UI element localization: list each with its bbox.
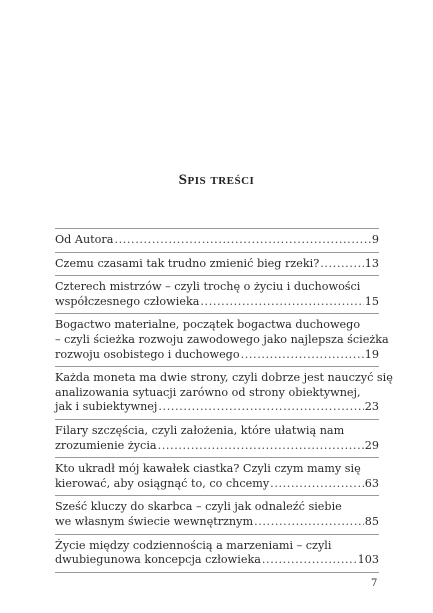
toc-entry-line: analizowania sytuacji zarówno od strony obiektywnej,: [55, 385, 361, 399]
toc-entry-line: Sześć kluczy do skarbca – czyli jak odnaleźć siebie: [55, 500, 342, 514]
table-of-contents: [55, 228, 393, 573]
toc-entry-page: 29: [364, 438, 379, 452]
toc-entry: [55, 314, 389, 367]
toc-entry-title: Czemu czasami tak trudno zmienić bieg rzeki?: [55, 256, 320, 270]
toc-entry-page: 15: [364, 294, 379, 308]
toc-entry-line: Czterech mistrzów – czyli trochę o życiu i duchowości: [55, 280, 361, 294]
toc-entry-title: Od Autora: [55, 233, 114, 246]
toc-entry-page: 9: [371, 233, 379, 246]
page-number: 7: [371, 578, 378, 589]
toc-entry-title: we własnym świecie wewnętrznym: [55, 514, 254, 528]
toc-entry: [55, 253, 379, 277]
toc-entry-title: zrozumienie życia: [55, 438, 157, 452]
dot-leader: [241, 348, 364, 363]
toc-entry-title: jak i subiektywnej: [55, 400, 158, 414]
toc-entry: [55, 496, 379, 534]
dot-leader: [254, 515, 364, 530]
toc-entry: [55, 367, 393, 420]
dot-leader: [114, 233, 370, 248]
toc-entry-line: Bogactwo materialne, początek bogactwa duchowego: [55, 318, 361, 332]
toc-entry-line: Każda moneta ma dwie strony, czyli dobrze jest nauczyć się: [55, 371, 393, 385]
toc-entry: [55, 229, 379, 253]
dot-leader: [200, 295, 363, 310]
toc-entry: [55, 535, 379, 573]
toc-entry-page: 19: [364, 347, 379, 361]
toc-title: Spis treści: [178, 172, 255, 188]
toc-entry-page: 63: [364, 476, 379, 490]
toc-entry-page: 103: [357, 553, 379, 567]
toc-entry-line: – czyli ścieżka rozwoju zawodowego jako najlepsza ścieżka: [55, 332, 389, 346]
toc-entry-title: rozwoju osobistego i duchowego: [55, 347, 240, 361]
toc-entry-line: Kto ukradł mój kawałek ciastka? Czyli czym mamy się: [55, 462, 361, 476]
toc-entry-title: dwubiegunowa koncepcja człowieka: [55, 553, 261, 567]
dot-leader: [262, 553, 357, 568]
toc-entry: [55, 420, 379, 458]
toc-entry-line: Filary szczęścia, czyli założenia, które ułatwią nam: [55, 423, 345, 437]
dot-leader: [320, 257, 364, 272]
toc-entry-page: 85: [364, 514, 379, 528]
toc-entry: [55, 458, 379, 496]
dot-leader: [158, 400, 363, 415]
toc-entry-title: kierować, aby osiągnąć to, co chcemy: [55, 476, 270, 490]
toc-entry-page: 13: [364, 256, 379, 270]
toc-entry-title: współczesnego człowieka: [55, 294, 200, 308]
dot-leader: [158, 439, 364, 454]
toc-entry: [55, 276, 379, 314]
dot-leader: [270, 477, 364, 492]
toc-entry-line: Życie między codziennością a marzeniami – czyli: [55, 538, 332, 552]
toc-entry-page: 23: [364, 400, 379, 414]
